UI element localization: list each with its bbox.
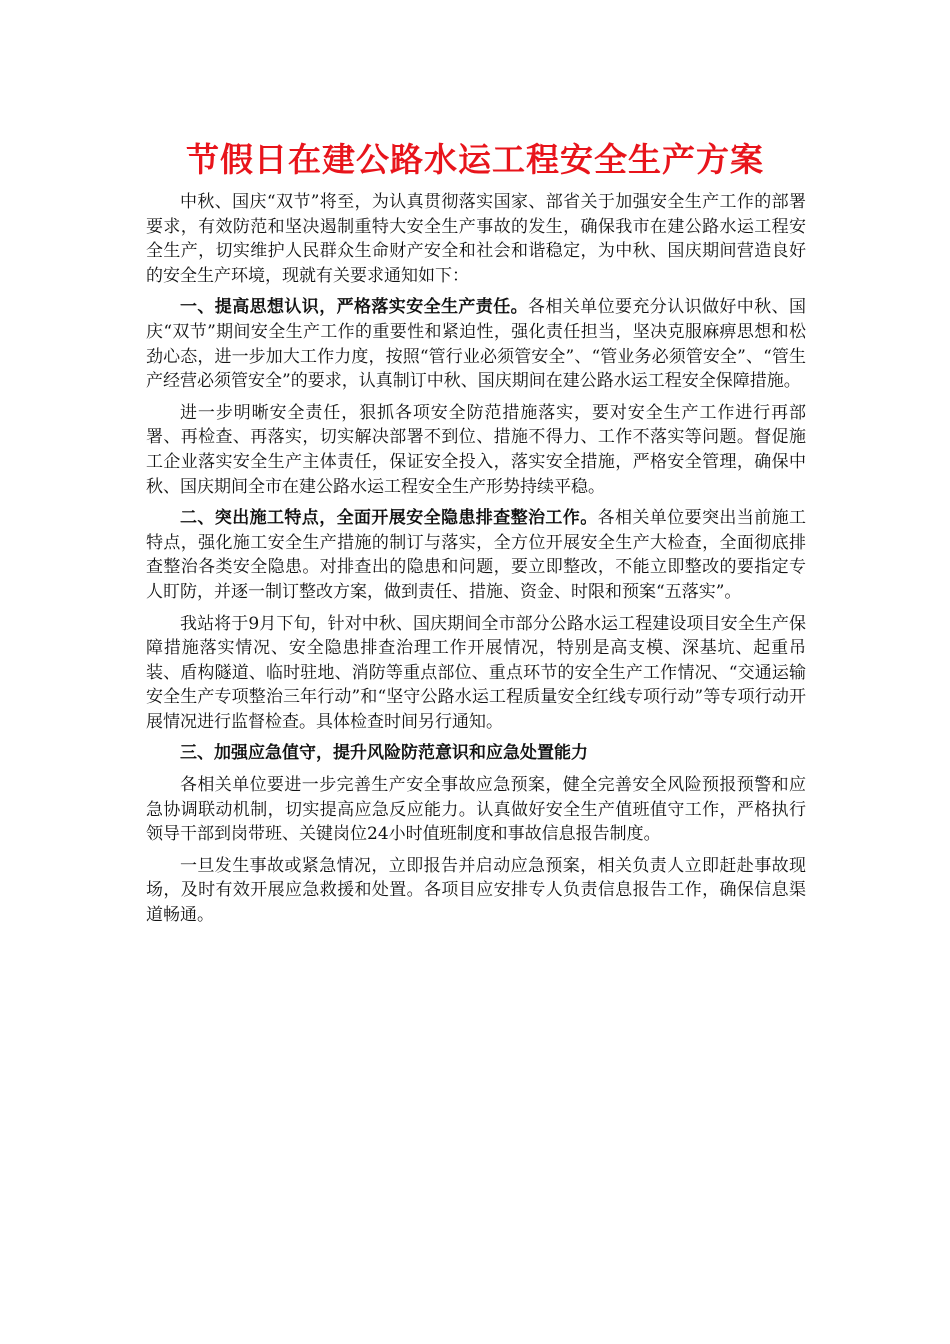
paragraph-text: 进一步明晰安全责任，狠抓各项安全防范措施落实，要对安全生产工作进行再部署、再检查、再落实，切实解决部署不到位、措施不得力、工作不落实等问题。督促施工企业落实安全生产主体责任，保证安全投入，落实安全措施，严格安全管理，确保中秋、国庆期间全市在建公路水运工程安全生产形势持续平稳。 xyxy=(146,402,806,497)
paragraph-text: 各相关单位要突出当前施工特点，强化施工安全生产措施的制订与落实，全方位开展安全生产大检查，全面彻底排查整治各类安全隐患。对排查出的隐患和问题，要立即整改，不能立即整改的要指定专人盯防，并逐一制订整改方案，做到责任、措施、资金、时限和预案“五落实”。 xyxy=(146,508,807,602)
paragraph-text: 我站将于9月下旬，针对中秋、国庆期间全市部分公路水运工程建设项目安全生产保障措施落实情况、安全隐患排查治理工作开展情况，特别是高支模、深基坑、起重吊装、盾构隧道、临时驻地、消防等重点部位、重点环节的安全生产工作情况、“交通运输安全生产专项整治三年行动”和“坚守公路水运工程质量安全红线专项行动”等专项行动开展情况进行监督检查。具体检查时间另行通知。 xyxy=(146,613,806,732)
paragraph-section-1-detail xyxy=(146,401,806,499)
paragraph-section-1 xyxy=(146,295,806,393)
paragraph-section-3-detail-2 xyxy=(146,854,806,928)
section-heading: 二、突出施工特点，全面开展安全隐患排查整治工作。 xyxy=(180,508,598,529)
paragraph-section-3-detail-1 xyxy=(146,773,806,847)
paragraph-text: 各相关单位要进一步完善生产安全事故应急预案，健全完善安全风险预报预警和应急协调联动机制，切实提高应急反应能力。认真做好安全生产值班值守工作，严格执行领导干部到岗带班、关键岗位24小时值班制度和事故信息报告制度。 xyxy=(146,775,806,845)
paragraph-intro xyxy=(146,190,806,288)
paragraph-section-3-heading xyxy=(146,741,806,766)
paragraph-text: 一旦发生事故或紧急情况，立即报告并启动应急预案，相关负责人立即赶赴事故现场，及时有效开展应急救援和处置。各项目应安排专人负责信息报告工作，确保信息渠道畅通。 xyxy=(146,855,806,926)
section-heading: 一、提高思想认识，严格落实安全生产责任。 xyxy=(180,297,528,318)
paragraph-text: 中秋、国庆“双节”将至，为认真贯彻落实国家、部省关于加强安全生产工作的部署要求，有效防范和坚决遏制重特大安全生产事故的发生，确保我市在建公路水运工程安全生产，切实维护人民群众生命财产安全和社会和谐稳定，为中秋、国庆期间营造良好的安全生产环境，现就有关要求通知如下： xyxy=(146,192,806,286)
document-body xyxy=(146,190,806,935)
paragraph-section-2-detail xyxy=(146,612,806,735)
section-heading: 三、加强应急值守，提升风险防范意识和应急处置能力 xyxy=(180,743,588,764)
paragraph-text: 各相关单位要充分认识做好中秋、国庆“双节”期间安全生产工作的重要性和紧迫性，强化责任担当，坚决克服麻痹思想和松劲心态，进一步加大工作力度，按照“管行业必须管安全”、“管业务必须管安全”、“管生产经营必须管安全”的要求，认真制订中秋、国庆期间在建公路水运工程安全保障措施。 xyxy=(146,297,806,392)
document-title: 节假日在建公路水运工程安全生产方案 xyxy=(186,140,764,179)
paragraph-section-2 xyxy=(146,506,806,604)
